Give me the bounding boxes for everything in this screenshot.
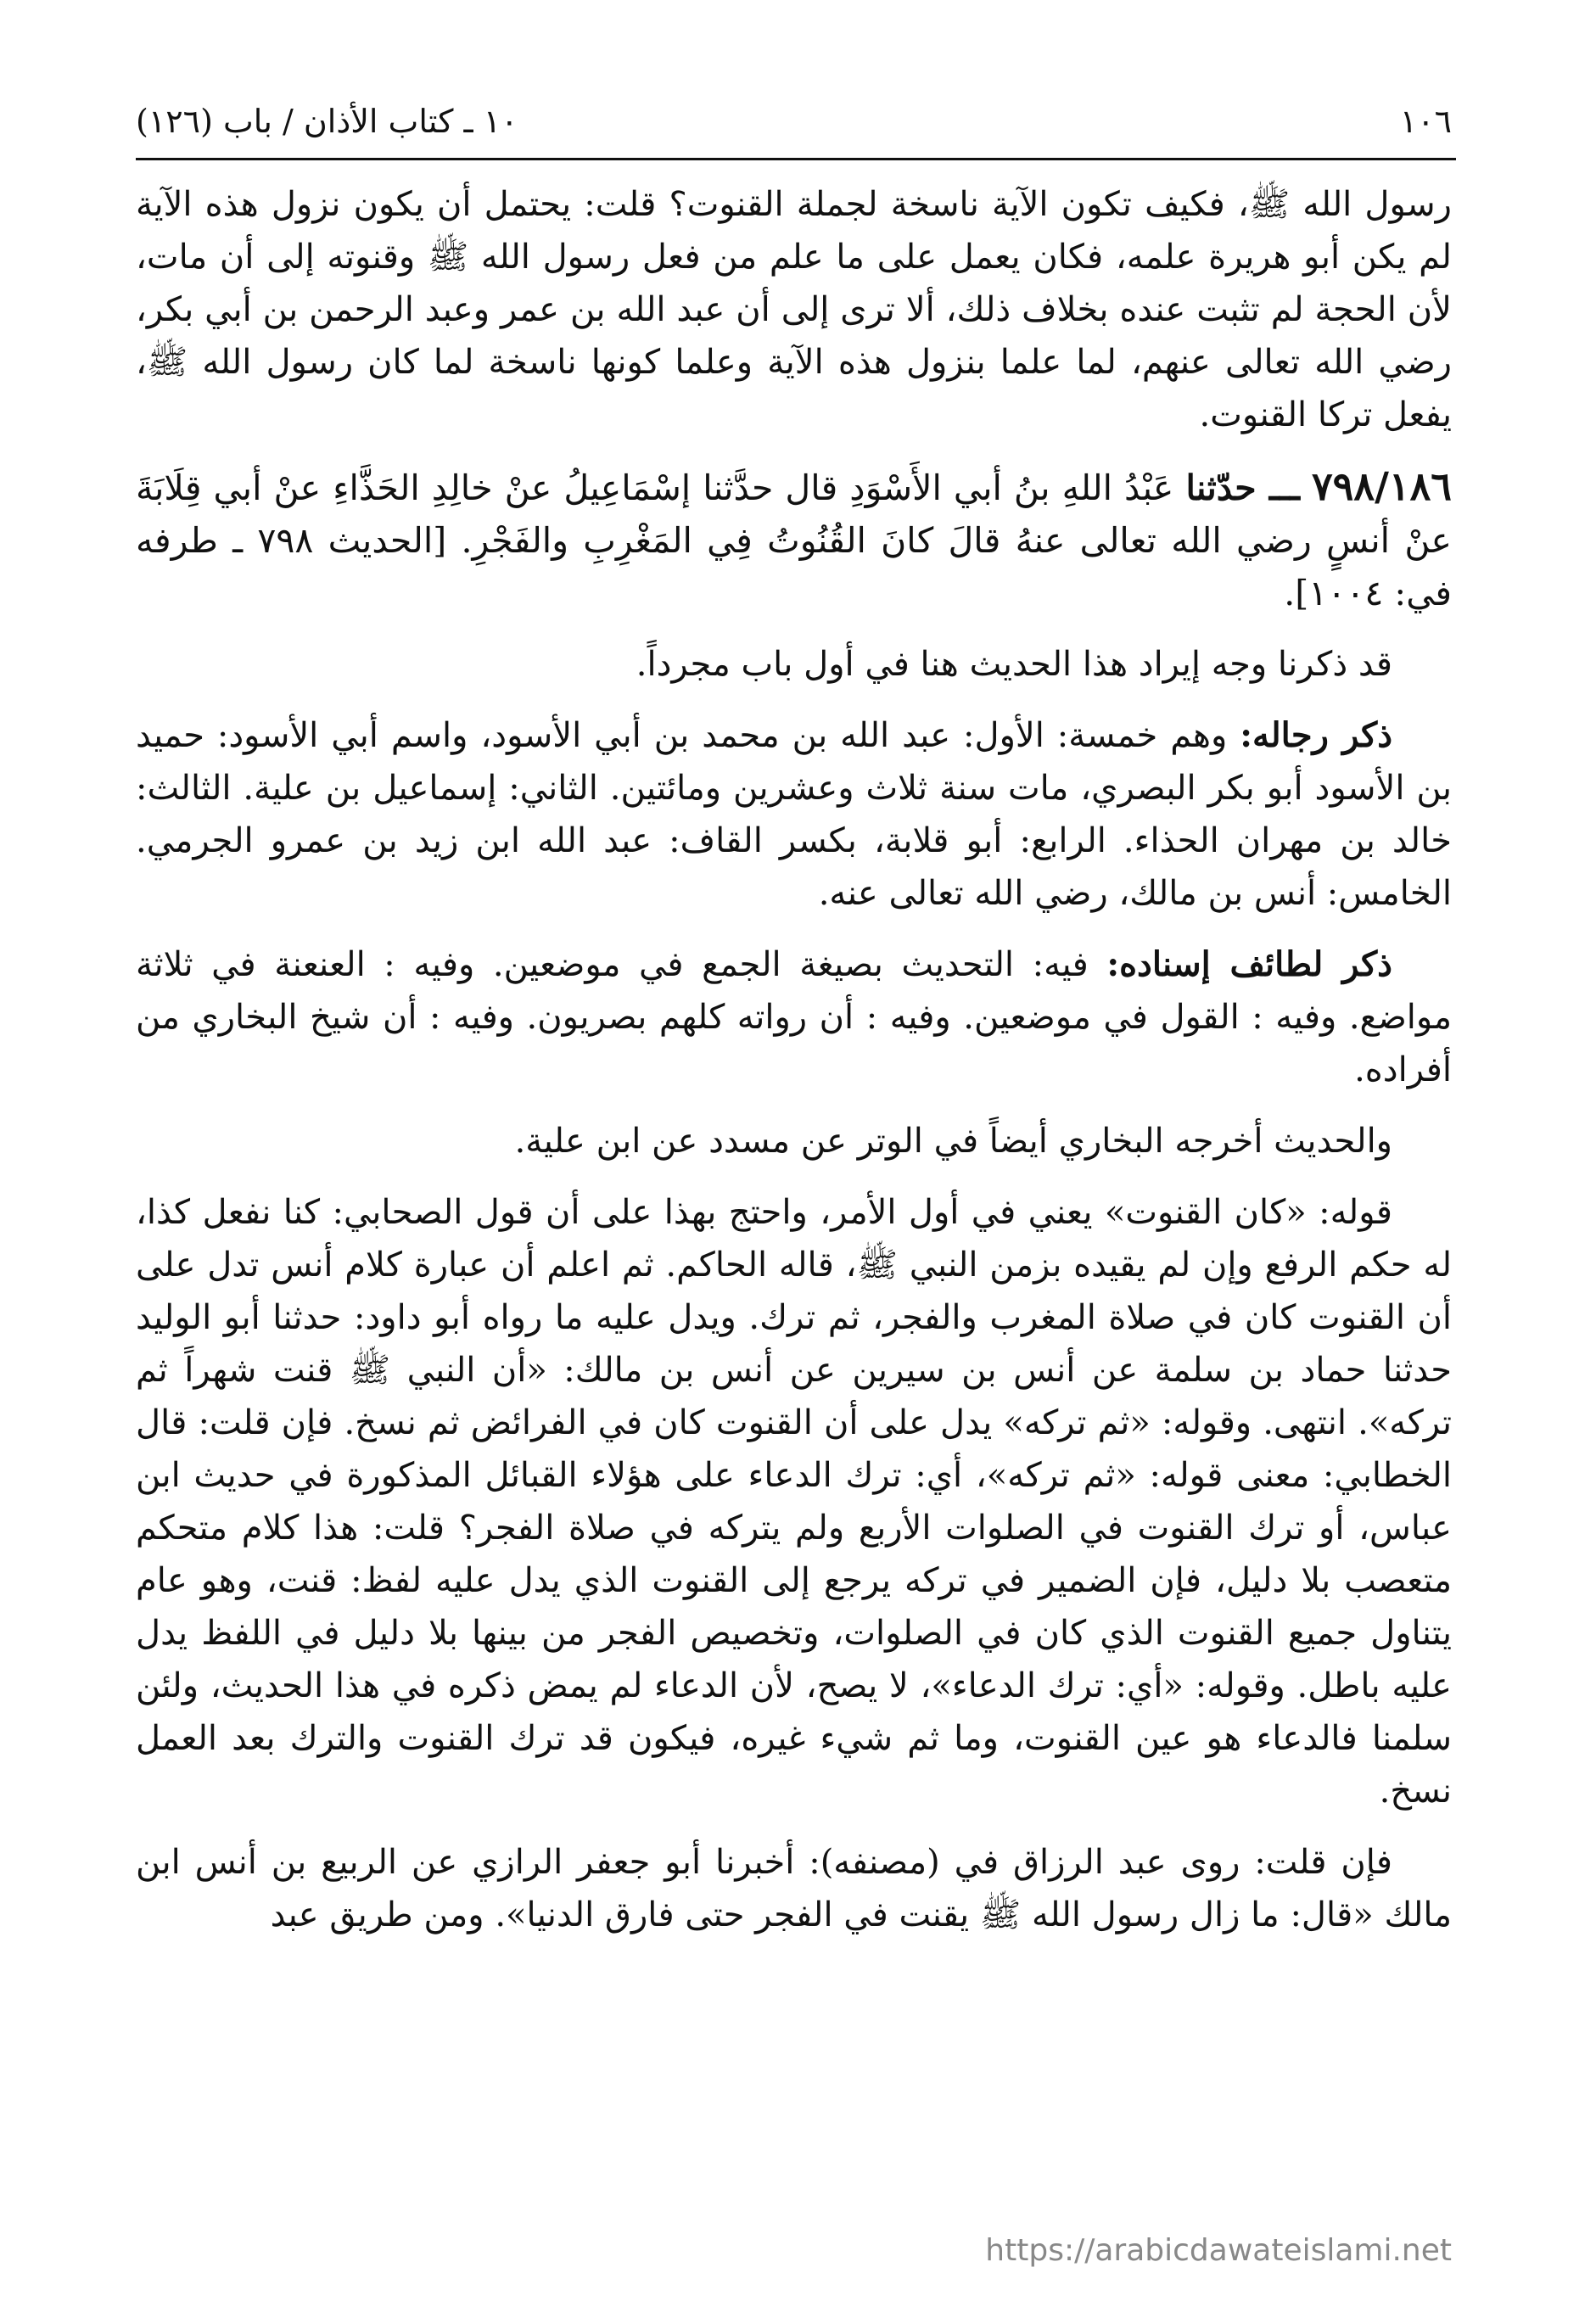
hadith-number: ٧٩٨/١٨٦ — [1311, 463, 1452, 509]
paragraph-3: قد ذكرنا وجه إيراد هذا الحديث هنا في أول باب مجرداً. — [636, 645, 1392, 684]
paragraph-1: رسول الله ﷺ، فكيف تكون الآية ناسخة لجملة القنوت؟ قلت: يحتمل أن يكون نزول هذه الآية لم يكن أبو هريرة علمه، فكان يعمل على ما علم من فعل رسول الله ﷺ وقنوته إلى أن مات، لأن الحجة لم تثبت عنده بخلاف ذلك، ألا ترى إلى أن عبد الله بن عمر وعبد الرحمن بن أبي بكر، رضي الله تعالى عنهم، لما علما بنزول هذه الآية وعلما كونها ناسخة لما كان رسول الله ﷺ، يفعل تركا القنوت. — [136, 185, 1452, 434]
hadith-text: عَبْدُ اللهِ بنُ أبي الأَسْوَدِ قال حدَّثنا إسْمَاعِيلُ عنْ خالِدِ الحَذَّاءِ عنْ أبي قِلَابَةَ عنْ أنسٍ رضي الله تعالى عنهُ قالَ كانَ القُنُوتُ فِي المَغْرِبِ والفَجْرِ. [الحديث ٧٩٨ ـ طرفه في: ١٠٠٤]. — [136, 467, 1452, 613]
paragraph-6: والحديث أخرجه البخاري أيضاً في الوتر عن مسدد عن ابن علية. — [514, 1122, 1392, 1161]
rijal-paragraph — [136, 709, 1452, 920]
rijal-heading: ذكر رجاله: — [1240, 715, 1393, 755]
watermark-url: https://arabicdawateislami.net — [985, 2233, 1452, 2268]
paragraph-7: قوله: «كان القنوت» يعني في أول الأمر، واحتج بهذا على أن قول الصحابي: كنا نفعل كذا، له حكم الرفع وإن لم يقيده بزمن النبي ﷺ، قاله الحاكم. ثم اعلم أن عبارة كلام أنس تدل على أن القنوت كان في صلاة المغرب والفجر، ثم ترك. ويدل عليه ما رواه أبو داود: حدثنا أبو الوليد حدثنا حماد بن سلمة عن أنس بن سيرين عن أنس بن مالك: «أن النبي ﷺ قنت شهراً ثم تركه». انتهى. وقوله: «ثم تركه» يدل على أن القنوت كان في الفرائض ثم نسخ. فإن قلت: قال الخطابي: معنى قوله: «ثم تركه»، أي: ترك الدعاء على هؤلاء القبائل المذكورة في حديث ابن عباس، أو ترك القنوت في الصلوات الأربع ولم يتركه في صلاة الفجر؟ قلت: هذا كلام متحكم متعصب بلا دليل، فإن الضمير في تركه يرجع إلى القنوت الذي يدل عليه لفظ: قنت، وهو عام يتناول جميع القنوت الذي كان في الصلوات، وتخصيص الفجر من بينها بلا دليل في اللفظ يدل عليه باطل. وقوله: «أي: ترك الدعاء»، لا يصح، لأن الدعاء لم يمض ذكره في هذا الحديث، ولئن سلمنا فالدعاء هو عين القنوت، وما ثم شيء غيره، فيكون قد ترك القنوت والترك بعد العمل نسخ. — [136, 1193, 1453, 1811]
running-header — [136, 92, 1452, 151]
rijal-text: وهم خمسة: الأول: عبد الله بن محمد بن أبي الأسود، واسم أبي الأسود: حميد بن الأسود أبو بكر البصري، مات سنة ثلاث وعشرين ومائتين. الثاني: إسماعيل بن علية. الثالث: خالد بن مهران الحذاء. الرابع: أبو قلابة، بكسر القاف: عبد الله ابن زيد بن عمرو الجرمي. الخامس: أنس بن مالك، رضي الله تعالى عنه. — [136, 716, 1452, 913]
main-text — [136, 178, 1452, 1960]
hadith-paragraph — [136, 460, 1452, 619]
running-title: ١٠ ـ كتاب الأذان / باب (١٢٦) — [136, 103, 518, 140]
lataif-text: فيه: التحديث بصيغة الجمع في موضعين. وفيه : العنعنة في ثلاثة مواضع. وفيه : القول في موضعين. وفيه : أن رواته كلهم بصريون. وفيه : أن شيخ البخاري من أفراده. — [136, 945, 1452, 1089]
page-number: ١٠٦ — [1399, 103, 1452, 140]
lataif-paragraph — [136, 938, 1452, 1096]
hadith-lead: ـــ حدّثنا — [1185, 467, 1300, 508]
header-rule — [136, 158, 1456, 160]
lataif-heading: ذكر لطائف إسناده: — [1106, 944, 1392, 984]
paragraph-8: فإن قلت: روى عبد الرزاق في (مصنفه): أخبرنا أبو جعفر الرازي عن الربيع بن أنس ابن مالك «قال: ما زال رسول الله ﷺ يقنت في الفجر حتى فارق الدنيا». ومن طريق عبد — [136, 1843, 1452, 1934]
